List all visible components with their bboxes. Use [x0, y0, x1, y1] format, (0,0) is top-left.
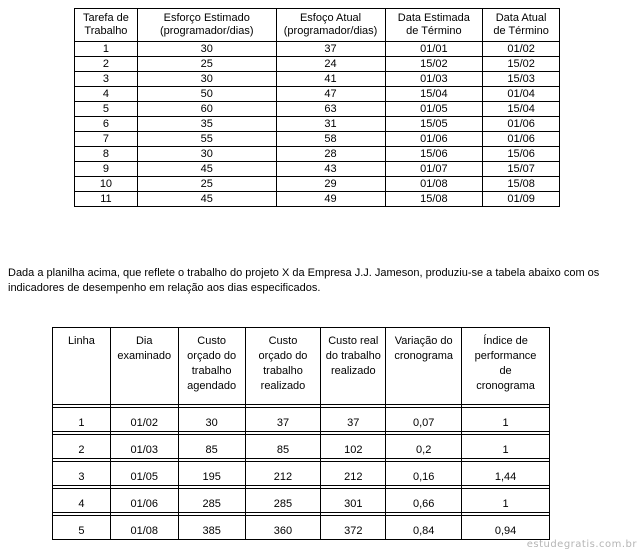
table-cell: 7: [75, 132, 138, 147]
table-cell: 41: [276, 72, 385, 87]
header-line: de Término: [406, 25, 462, 37]
table-cell: 47: [276, 87, 385, 102]
header-line: de Término: [493, 25, 549, 37]
header-line: realizado: [330, 365, 376, 377]
header-line: Data Estimada: [397, 12, 470, 24]
header-line: realizado: [260, 380, 306, 392]
header-line: performance: [474, 350, 537, 362]
header-line: trabalho: [191, 365, 232, 377]
header-line: Esforço Estimado: [163, 12, 250, 24]
table-row: [75, 147, 560, 162]
table-cell: 10: [75, 177, 138, 192]
table-cell: 0,66: [386, 489, 462, 513]
table-cell: 43: [276, 162, 385, 177]
header-line: Custo: [268, 335, 298, 347]
table-cell: 1,44: [462, 462, 550, 486]
table-cell: 63: [276, 102, 385, 117]
table-cell: 15/05: [385, 117, 483, 132]
table-cell: 6: [75, 117, 138, 132]
table-cell: 0,94: [462, 516, 550, 540]
table-cell: 50: [137, 87, 276, 102]
table-cell: 49: [276, 192, 385, 207]
table-cell: 195: [178, 462, 245, 486]
header-line: cronograma: [394, 350, 454, 362]
effort-table-header-cell: [75, 9, 138, 42]
table-cell: 15/04: [385, 87, 483, 102]
header-line: do trabalho: [325, 350, 381, 362]
header-line: de: [499, 365, 512, 377]
effort-table-body: [75, 42, 560, 207]
table-cell: 11: [75, 192, 138, 207]
header-line: Trabalho: [84, 25, 128, 37]
table-cell: 01/08: [110, 516, 178, 540]
table-cell: 01/02: [483, 42, 560, 57]
table-cell: 9: [75, 162, 138, 177]
table-row: [75, 117, 560, 132]
header-line: Variação do: [394, 335, 453, 347]
table-row: [75, 132, 560, 147]
table-cell: 4: [75, 87, 138, 102]
table-cell: 30: [137, 72, 276, 87]
table-cell: 0,16: [386, 462, 462, 486]
table-cell: 2: [75, 57, 138, 72]
table-cell: 3: [53, 462, 111, 486]
header-line: (programador/dias): [159, 25, 254, 37]
table-row: [75, 57, 560, 72]
header-line: agendado: [187, 380, 237, 392]
table-cell: 15/07: [483, 162, 560, 177]
table-cell: 58: [276, 132, 385, 147]
table-cell: 385: [178, 516, 245, 540]
performance-table-header-row: [53, 328, 550, 405]
performance-table-header-cell: [53, 328, 111, 405]
table-cell: 212: [245, 462, 321, 486]
header-line: Índice de: [483, 335, 528, 347]
table-cell: 1: [75, 42, 138, 57]
table-cell: 1: [462, 408, 550, 432]
table-cell: 30: [137, 42, 276, 57]
table-cell: 4: [53, 489, 111, 513]
table-row: [75, 87, 560, 102]
effort-table-header-cell: [276, 9, 385, 42]
table-cell: 01/03: [110, 435, 178, 459]
table-cell: 30: [178, 408, 245, 432]
table-row: [53, 462, 550, 486]
table-cell: 01/09: [483, 192, 560, 207]
table-cell: 15/08: [483, 177, 560, 192]
performance-table-header-cell: [110, 328, 178, 405]
table-cell: 15/06: [385, 147, 483, 162]
table-cell: 301: [321, 489, 386, 513]
header-line: orçado do: [187, 350, 237, 362]
table-cell: 31: [276, 117, 385, 132]
effort-table-header-row: [75, 9, 560, 42]
table-cell: 37: [321, 408, 386, 432]
table-cell: 102: [321, 435, 386, 459]
performance-table-header-cell: [245, 328, 321, 405]
table-cell: 24: [276, 57, 385, 72]
table-cell: 29: [276, 177, 385, 192]
table-cell: 01/08: [385, 177, 483, 192]
table-row: [53, 408, 550, 432]
table-cell: 25: [137, 177, 276, 192]
table-cell: 35: [137, 117, 276, 132]
table-cell: 37: [276, 42, 385, 57]
effort-table-header-cell: [483, 9, 560, 42]
table-cell: 2: [53, 435, 111, 459]
performance-table-body: [53, 405, 550, 540]
table-cell: 01/04: [483, 87, 560, 102]
table-row: [53, 489, 550, 513]
table-cell: 5: [75, 102, 138, 117]
table-row: [53, 435, 550, 459]
table-cell: 01/07: [385, 162, 483, 177]
table-cell: 01/06: [483, 117, 560, 132]
table-cell: 85: [178, 435, 245, 459]
header-line: Data Atual: [495, 12, 547, 24]
effort-table-header-cell: [137, 9, 276, 42]
table-cell: 1: [462, 489, 550, 513]
table-cell: 15/04: [483, 102, 560, 117]
table-cell: 60: [137, 102, 276, 117]
table-cell: 285: [178, 489, 245, 513]
header-line: cronograma: [476, 380, 535, 392]
table-cell: 01/03: [385, 72, 483, 87]
table-cell: 285: [245, 489, 321, 513]
table-cell: 01/06: [385, 132, 483, 147]
table-cell: 360: [245, 516, 321, 540]
table-row: [75, 192, 560, 207]
table-cell: 0,07: [386, 408, 462, 432]
performance-table-header-cell: [178, 328, 245, 405]
instruction-paragraph: Dada a planilha acima, que reflete o trabalho do projeto X da Empresa J.J. Jameson, produziu-se a tabela abaixo com os indicadores de desempenho em relação aos dias especificados.: [8, 267, 600, 294]
table-cell: 3: [75, 72, 138, 87]
header-line: Custo real: [328, 335, 379, 347]
table-cell: 15/03: [483, 72, 560, 87]
table-cell: 0,2: [386, 435, 462, 459]
effort-table-header-cell: [385, 9, 483, 42]
table-cell: 01/06: [110, 489, 178, 513]
table-cell: 01/06: [483, 132, 560, 147]
header-line: Tarefa de: [83, 12, 129, 24]
table-cell: 37: [245, 408, 321, 432]
header-line: orçado do: [258, 350, 308, 362]
table-cell: 15/08: [385, 192, 483, 207]
table-row: [75, 42, 560, 57]
table-cell: 85: [245, 435, 321, 459]
table-cell: 5: [53, 516, 111, 540]
watermark: estudegratis.com.br: [526, 539, 637, 550]
header-line: Linha: [67, 335, 95, 347]
table-cell: 45: [137, 192, 276, 207]
table-cell: 01/01: [385, 42, 483, 57]
table-cell: 25: [137, 57, 276, 72]
header-line: Dia: [135, 335, 153, 347]
table-cell: 0,84: [386, 516, 462, 540]
table-cell: 01/02: [110, 408, 178, 432]
table-cell: 15/02: [483, 57, 560, 72]
table-cell: 212: [321, 462, 386, 486]
table-cell: 45: [137, 162, 276, 177]
performance-table-header-cell: [386, 328, 462, 405]
table-row: [75, 72, 560, 87]
header-line: examinado: [117, 350, 172, 362]
table-cell: 01/05: [385, 102, 483, 117]
table-cell: 372: [321, 516, 386, 540]
table-cell: 28: [276, 147, 385, 162]
performance-table-header-cell: [321, 328, 386, 405]
table-cell: 8: [75, 147, 138, 162]
table-row: [53, 516, 550, 540]
table-cell: 15/02: [385, 57, 483, 72]
header-line: Esfoço Atual: [299, 12, 362, 24]
table-row: [75, 162, 560, 177]
table-cell: 55: [137, 132, 276, 147]
header-line: (programador/dias): [283, 25, 378, 37]
table-cell: 1: [53, 408, 111, 432]
header-line: Custo: [197, 335, 227, 347]
performance-table-header-cell: [462, 328, 550, 405]
performance-table: [52, 327, 550, 540]
table-cell: 1: [462, 435, 550, 459]
table-cell: 01/05: [110, 462, 178, 486]
table-cell: 30: [137, 147, 276, 162]
table-row: [75, 102, 560, 117]
header-line: trabalho: [263, 365, 303, 377]
effort-table: [74, 8, 560, 207]
table-row: [75, 177, 560, 192]
table-cell: 15/06: [483, 147, 560, 162]
